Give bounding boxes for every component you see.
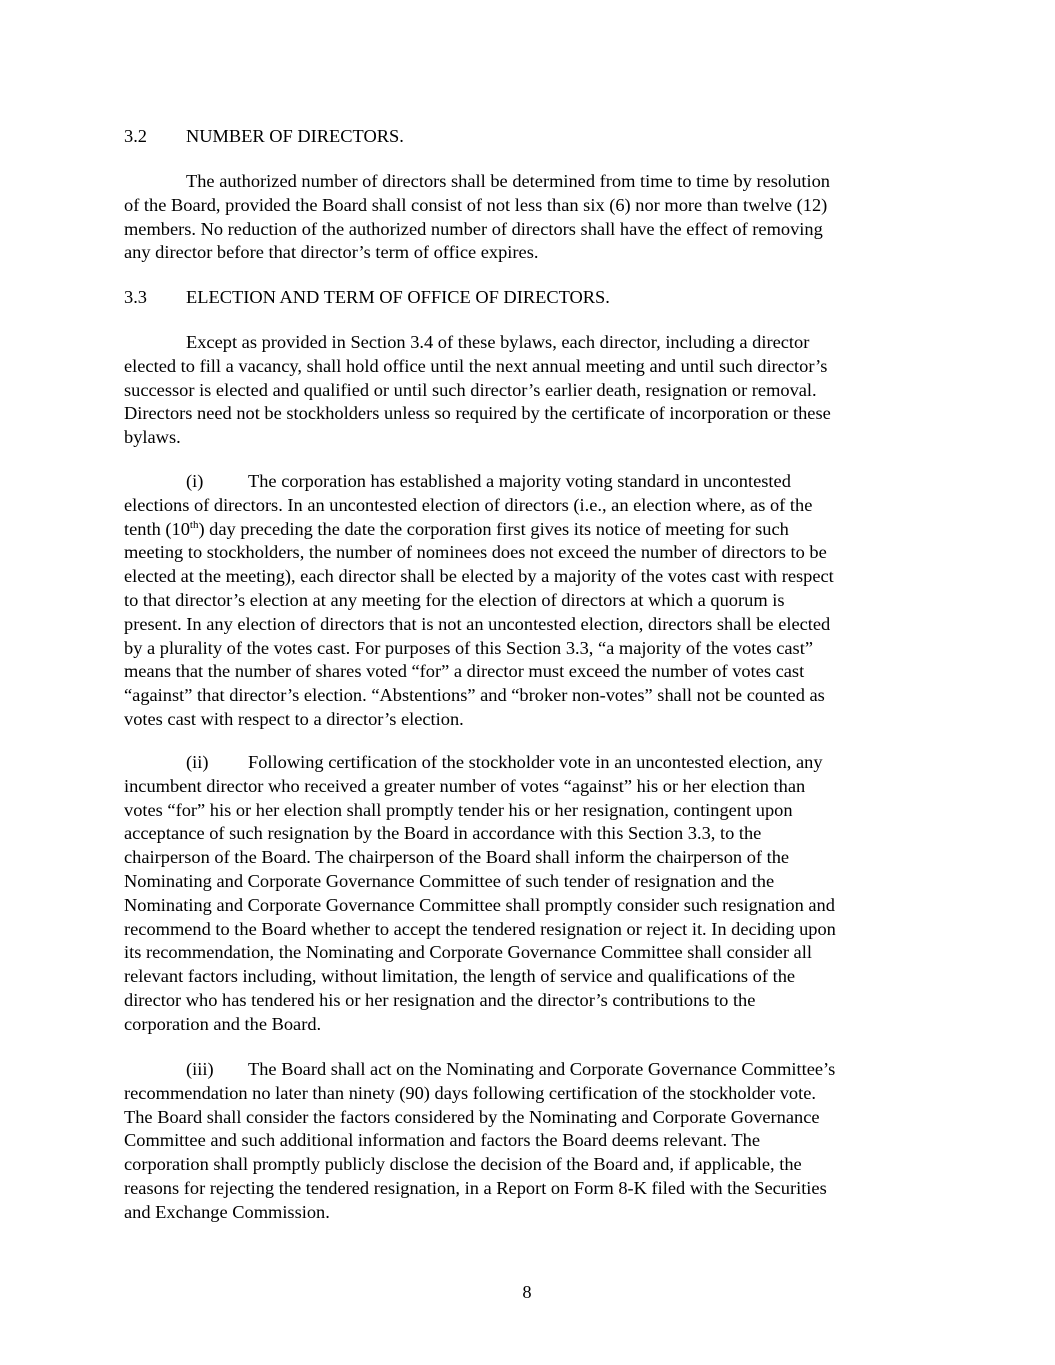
section-number: 3.2 — [124, 126, 147, 146]
paragraph-line: to that director’s election at any meeting for the election of directors at which a quorum is — [124, 589, 785, 610]
paragraph-line — [124, 1058, 928, 1082]
section-title: NUMBER OF DIRECTORS. — [186, 126, 404, 146]
section-3-2-heading — [124, 125, 404, 149]
text-fragment: ) day preceding the date the corporation first gives its notice of meeting for such — [198, 518, 789, 539]
section-3-3-intro-paragraph — [124, 331, 928, 450]
superscript: th — [189, 518, 199, 531]
paragraph-line: elections of directors. In an uncontested election of directors (i.e., an election where, as of the — [124, 494, 813, 515]
paragraph-line: means that the number of shares voted “for” a director must exceed the number of votes cast — [124, 661, 805, 682]
paragraph-line: director who has tendered his or her resignation and the director’s contributions to the — [124, 989, 756, 1010]
item-iii-paragraph — [124, 1058, 928, 1225]
paragraph-line: Nominating and Corporate Governance Committee of such tender of resignation and the — [124, 870, 775, 891]
paragraph-line: of the Board, provided the Board shall consist of not less than six (6) nor more than twelve (12) — [124, 194, 828, 215]
text-fragment: tenth (10 — [124, 518, 190, 539]
paragraph-line: corporation and the Board. — [124, 1013, 322, 1034]
paragraph-line: elected to fill a vacancy, shall hold office until the next annual meeting and until such director’s — [124, 355, 828, 376]
paragraph-line — [124, 470, 928, 494]
paragraph-line: reasons for rejecting the tendered resignation, in a Report on Form 8-K filed with the Securities — [124, 1177, 827, 1198]
paragraph-line: by a plurality of the votes cast. For purposes of this Section 3.3, “a majority of the votes cast” — [124, 637, 813, 658]
paragraph-line: successor is elected and qualified or until such director’s earlier death, resignation or removal. — [124, 379, 817, 400]
paragraph-line: elected at the meeting), each director shall be elected by a majority of the votes cast with respect — [124, 566, 834, 587]
paragraph-line: The authorized number of directors shall be determined from time to time by resolution — [186, 171, 830, 191]
paragraph-line — [124, 518, 928, 542]
paragraph-line: “against” that director’s election. “Abstentions” and “broker non-votes” shall not be counted as — [124, 685, 825, 706]
paragraph-line: Committee and such additional information and factors the Board deems relevant. The — [124, 1130, 760, 1151]
paragraph-line: Nominating and Corporate Governance Committee shall promptly consider such resignation and — [124, 894, 835, 915]
paragraph-line: recommendation no later than ninety (90) days following certification of the stockholder vote. — [124, 1082, 816, 1103]
paragraph-line: and Exchange Commission. — [124, 1201, 330, 1222]
section-title: ELECTION AND TERM OF OFFICE OF DIRECTORS. — [186, 287, 610, 307]
item-label: (iii) — [186, 1059, 214, 1079]
paragraph-line: Except as provided in Section 3.4 of these bylaws, each director, including a director — [186, 332, 810, 352]
paragraph-line: any director before that director’s term of office expires. — [124, 242, 539, 263]
document-page — [124, 0, 928, 1365]
item-text: The Board shall act on the Nominating and Corporate Governance Committee’s — [248, 1059, 836, 1079]
paragraph-line: recommend to the Board whether to accept the tendered resignation or reject it. In deciding upon — [124, 918, 836, 939]
item-text: The corporation has established a majority voting standard in uncontested — [248, 471, 791, 491]
paragraph-line: its recommendation, the Nominating and Corporate Governance Committee shall consider all — [124, 942, 812, 963]
paragraph-line: chairperson of the Board. The chairperson of the Board shall inform the chairperson of the — [124, 847, 790, 868]
paragraph-line: relevant factors including, without limitation, the length of service and qualifications of the — [124, 966, 796, 987]
paragraph-line: incumbent director who received a greater number of votes “against” his or her election than — [124, 775, 806, 796]
item-label: (i) — [186, 471, 204, 491]
paragraph-line: present. In any election of directors that is not an uncontested election, directors shall be elected — [124, 613, 831, 634]
paragraph-line: The Board shall consider the factors considered by the Nominating and Corporate Governance — [124, 1106, 820, 1127]
item-label: (ii) — [186, 752, 209, 772]
paragraph-line: votes cast with respect to a director’s election. — [124, 708, 464, 729]
paragraph-line: meeting to stockholders, the number of nominees does not exceed the number of directors to be — [124, 542, 827, 563]
section-3-2-paragraph — [124, 170, 928, 265]
paragraph-line: members. No reduction of the authorized number of directors shall have the effect of removing — [124, 218, 823, 239]
paragraph-line: acceptance of such resignation by the Board in accordance with this Section 3.3, to the — [124, 823, 762, 844]
section-3-3-heading — [124, 286, 610, 310]
paragraph-line: Directors need not be stockholders unless so required by the certificate of incorporation or these — [124, 403, 831, 424]
paragraph-line: corporation shall promptly publicly disclose the decision of the Board and, if applicable, the — [124, 1154, 802, 1175]
paragraph-line: votes “for” his or her election shall promptly tender his or her resignation, contingent upon — [124, 799, 793, 820]
section-number: 3.3 — [124, 287, 147, 307]
paragraph-line — [124, 751, 928, 775]
page-number: 8 — [522, 1282, 532, 1302]
item-i-paragraph — [124, 470, 928, 732]
item-text: Following certification of the stockholder vote in an uncontested election, any — [248, 752, 823, 772]
item-ii-paragraph — [124, 751, 928, 1037]
paragraph-line: bylaws. — [124, 427, 181, 448]
